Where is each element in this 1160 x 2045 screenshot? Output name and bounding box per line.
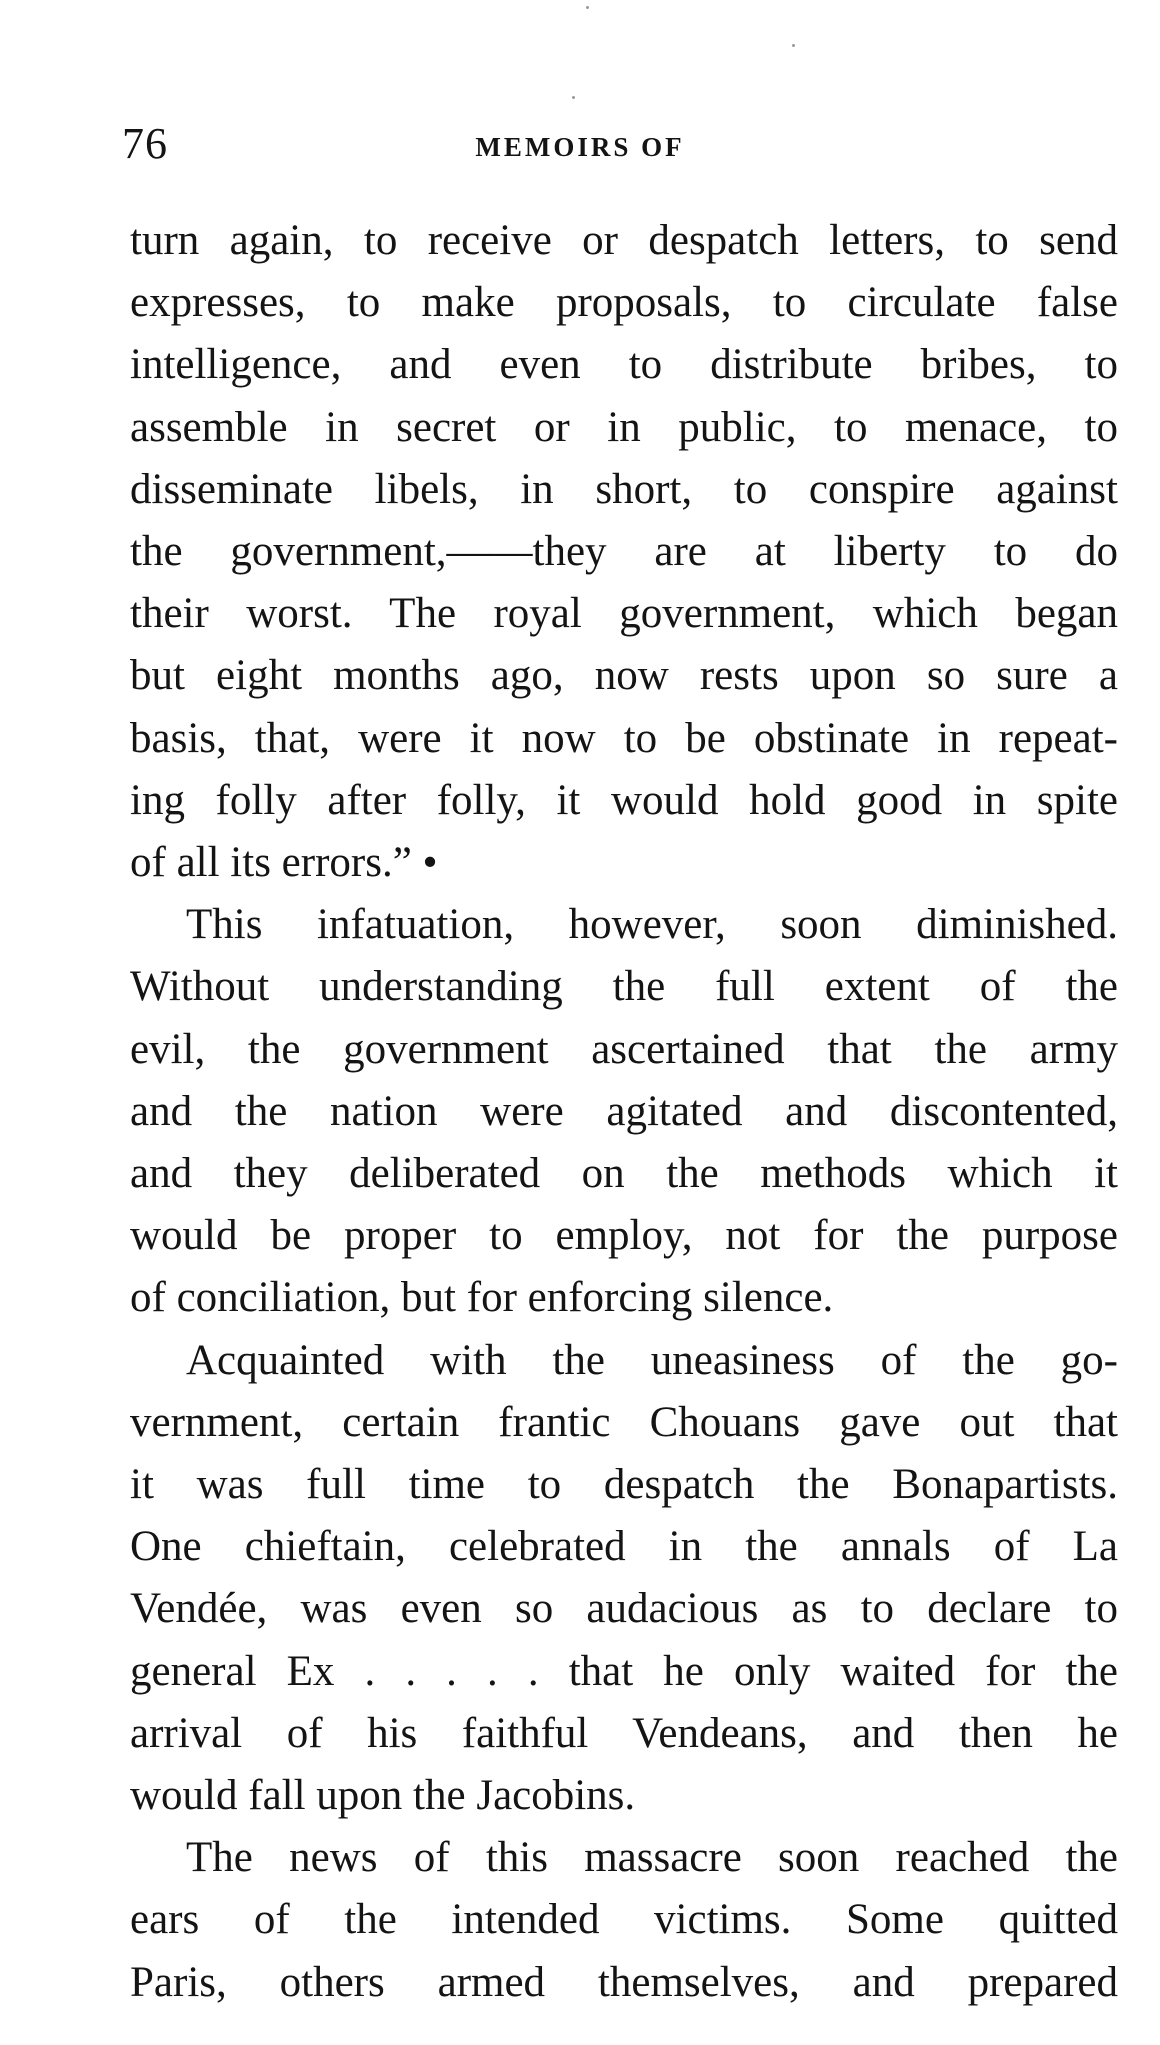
text-line: This infatuation, however, soon diminished. (186, 901, 1118, 949)
text-line: ears of the intended victims. Some quitted (130, 1896, 1118, 1944)
text-line: expresses, to make proposals, to circulate false (130, 279, 1118, 327)
paper-speck (792, 44, 795, 47)
text-line: disseminate libels, in short, to conspire against (130, 465, 1118, 513)
text-line: but eight months ago, now rests upon so sure a (130, 652, 1118, 700)
text-line: One chieftain, celebrated in the annals of La (130, 1523, 1118, 1571)
text-line: and the nation were agitated and discontented, (130, 1087, 1118, 1135)
text-line: the government,——they are at liberty to do (130, 528, 1118, 576)
text-line: The news of this massacre soon reached the (186, 1834, 1118, 1882)
paragraph (130, 894, 1118, 1329)
paragraph (130, 210, 1118, 894)
text-line: intelligence, and even to distribute bribes, to (130, 341, 1118, 389)
running-title: MEMOIRS OF (475, 132, 685, 162)
text-line: general Ex . . . . . that he only waited for the (130, 1647, 1118, 1695)
paper-speck (586, 6, 589, 9)
text-line: assemble in secret or in public, to menace, to (130, 403, 1118, 451)
text-line: evil, the government ascertained that the army (130, 1025, 1118, 1073)
text-line: arrival of his faithful Vendeans, and then he (130, 1709, 1118, 1757)
paper-speck (572, 96, 575, 99)
text-line: Acquainted with the uneasiness of the go- (186, 1336, 1118, 1384)
paragraph (130, 1827, 1118, 2014)
body-text (130, 210, 1118, 2014)
text-line: their worst. The royal government, which began (130, 590, 1118, 638)
text-line: vernment, certain frantic Chouans gave out that (130, 1398, 1118, 1446)
paragraph (130, 1330, 1118, 1828)
text-line: turn again, to receive or despatch letters, to send (130, 217, 1118, 264)
text-line: and they deliberated on the methods which it (130, 1150, 1118, 1198)
text-line: would fall upon the Jacobins. (130, 1772, 636, 1820)
text-line: ing folly after folly, it would hold good in spite (130, 776, 1118, 824)
text-line: of all its errors.” • (130, 839, 438, 887)
text-line: would be proper to employ, not for the purpose (130, 1212, 1118, 1260)
text-line: basis, that, were it now to be obstinate in repeat- (130, 714, 1118, 762)
text-line: Paris, others armed themselves, and prepared (130, 1958, 1118, 2006)
text-line: Vendée, was even so audacious as to declare to (130, 1585, 1118, 1633)
text-line: Without understanding the full extent of the (130, 963, 1118, 1011)
page-number: 76 (122, 119, 168, 168)
text-line: it was full time to despatch the Bonapartists. (130, 1461, 1118, 1509)
text-line: of conciliation, but for enforcing silence. (130, 1274, 834, 1322)
